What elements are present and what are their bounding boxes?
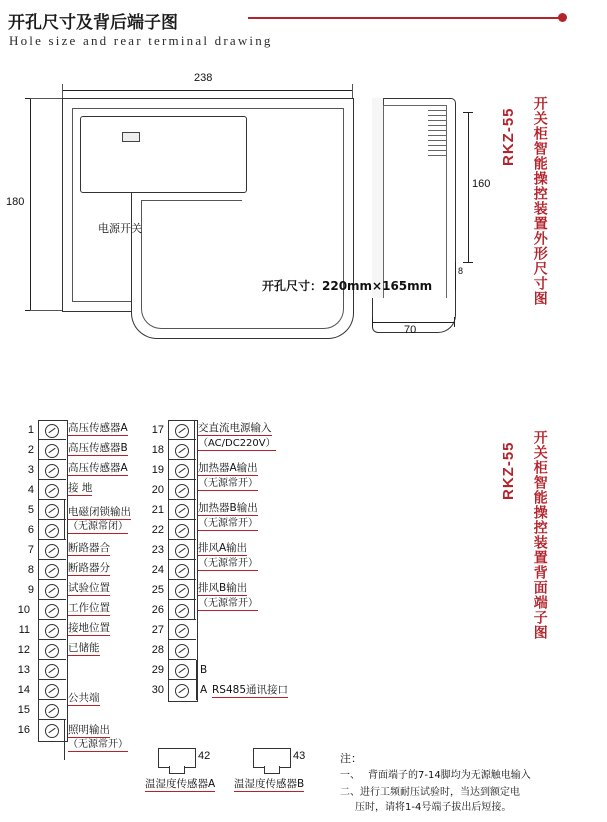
right-term-num-18: 18	[151, 444, 164, 456]
left-label-10: 工作位置	[68, 602, 110, 614]
left-label-4: 接 地	[68, 482, 93, 494]
right-term-num-23: 23	[151, 544, 164, 556]
page-subtitle: Hole size and rear terminal drawing	[9, 33, 273, 48]
notes-title: 注：	[340, 752, 362, 765]
right-label-30-a: A	[200, 684, 208, 696]
terminal-screw-icon	[175, 524, 189, 538]
terminal-screw-icon	[175, 604, 189, 618]
right-label-21: 加热器B输出	[198, 502, 258, 514]
left-term-row-5[interactable]	[38, 500, 66, 520]
side-height-dim-line	[468, 112, 469, 262]
right-label-19: 加热器A输出	[198, 462, 258, 474]
header-dot-icon	[558, 13, 567, 22]
left-label-14: 公共端	[68, 692, 100, 704]
right-term-row-17[interactable]	[168, 420, 196, 440]
left-term-num-12: 12	[17, 644, 30, 656]
page-title: 开孔尺寸及背后端子图	[8, 13, 178, 33]
right-term-row-28[interactable]	[168, 640, 196, 660]
right-bracket-17-18	[194, 420, 195, 460]
left-label-9: 试验位置	[68, 582, 110, 594]
terminal-screw-icon	[45, 464, 59, 478]
side-height-tick-top	[463, 112, 473, 113]
terminal-screw-icon	[175, 424, 189, 438]
left-label-5: 电磁闭锁输出	[68, 506, 131, 518]
right-term-num-27: 27	[151, 624, 164, 636]
left-term-row-6[interactable]	[38, 520, 66, 540]
depth-tick-right	[454, 317, 455, 327]
terminal-screw-icon	[175, 484, 189, 498]
side-view-fins	[428, 110, 446, 160]
right-term-row-20[interactable]	[168, 480, 196, 500]
left-label-2: 高压传感器B	[68, 442, 128, 454]
right-label-19-sub: （无源常开）	[198, 478, 258, 489]
sensor-a-body	[158, 748, 196, 768]
right-term-row-18[interactable]	[168, 440, 196, 460]
left-term-row-10[interactable]	[38, 600, 66, 620]
left-term-row-4[interactable]	[38, 480, 66, 500]
ext-line-top	[30, 98, 64, 99]
left-label-12: 已储能	[68, 642, 100, 654]
right-bracket-23-24	[194, 540, 195, 580]
left-term-row-11[interactable]	[38, 620, 66, 640]
left-term-num-10: 10	[17, 604, 30, 616]
sensor-a-stem	[169, 766, 185, 774]
right-label-23: 排风A输出	[198, 542, 248, 554]
right-bracket-19-20	[194, 460, 195, 500]
left-term-row-1[interactable]	[38, 420, 66, 440]
left-term-num-14: 14	[17, 684, 30, 696]
ext-line-bottom	[30, 310, 64, 311]
left-term-row-3[interactable]	[38, 460, 66, 480]
right-term-num-26: 26	[151, 604, 164, 616]
right-label-25-sub: （无源常开）	[198, 598, 258, 609]
sensor-b-body	[253, 748, 291, 768]
left-term-row-13[interactable]	[38, 660, 66, 680]
left-term-row-15[interactable]	[38, 700, 66, 720]
left-term-num-13: 13	[17, 664, 30, 676]
left-term-num-3: 3	[27, 464, 34, 476]
right-term-row-23[interactable]	[168, 540, 196, 560]
left-label-16: 照明输出	[68, 724, 110, 736]
terminal-screw-icon	[45, 424, 59, 438]
left-label-3: 高压传感器A	[68, 462, 128, 474]
right-bracket-21-22	[194, 500, 195, 540]
side-height-dim-text: 160	[472, 178, 491, 190]
right-term-row-29[interactable]	[168, 660, 196, 680]
right-label-17: 交直流电源输入	[198, 422, 272, 434]
left-term-num-8: 8	[27, 564, 34, 576]
left-term-num-15: 15	[17, 704, 30, 716]
left-label-16-sub: （无源常开）	[68, 739, 128, 750]
right-term-row-27[interactable]	[168, 620, 196, 640]
right-label-17-sub: （AC/DC220V）	[198, 438, 276, 449]
right-term-num-29: 29	[151, 664, 164, 676]
left-term-row-16[interactable]	[38, 720, 66, 740]
sensor-a-label: 温湿度传感器A	[145, 778, 216, 790]
width-dim-line	[62, 90, 352, 91]
terminal-screw-icon	[45, 444, 59, 458]
right-term-num-22: 22	[151, 524, 164, 536]
terminal-screw-icon	[45, 624, 59, 638]
height-dim-line	[30, 98, 31, 310]
terminal-screw-icon	[175, 564, 189, 578]
terminal-screw-icon	[175, 544, 189, 558]
width-dim-text: 238	[194, 72, 213, 84]
terminal-screw-icon	[45, 544, 59, 558]
left-term-row-7[interactable]	[38, 540, 66, 560]
left-label-5-sub: （无源常闭）	[68, 521, 128, 532]
panel-bottom-curve-inner	[141, 298, 344, 329]
right-term-num-19: 19	[151, 464, 164, 476]
left-label-7: 断路器合	[68, 542, 110, 554]
sensor-a-num: 42	[198, 750, 211, 762]
right-term-num-24: 24	[151, 564, 164, 576]
left-term-num-11: 11	[18, 624, 30, 636]
terminal-screw-icon	[45, 644, 59, 658]
power-switch-label: 电源开关	[98, 222, 142, 235]
left-term-num-16: 16	[17, 724, 30, 736]
notes-line-1-marker: 一、	[340, 770, 360, 781]
caption-top-cn: 开关柜智能操控装置外形尺寸图	[531, 96, 548, 306]
depth-dim-text: 70	[404, 324, 417, 336]
left-term-row-8[interactable]	[38, 560, 66, 580]
terminal-screw-icon	[175, 584, 189, 598]
side-height-tick-bottom	[463, 262, 473, 263]
right-term-row-21[interactable]	[168, 500, 196, 520]
right-label-29-b: B	[200, 664, 208, 676]
left-term-row-12[interactable]	[38, 640, 66, 660]
terminal-screw-icon	[45, 564, 59, 578]
terminal-screw-icon	[45, 584, 59, 598]
right-label-21-sub: （无源常开）	[198, 518, 258, 529]
caption-top-code: RKZ-55	[500, 107, 517, 166]
hole-size-note: 开孔尺寸：220mm×165mm	[262, 279, 433, 293]
left-label-11: 接地位置	[68, 622, 110, 634]
right-term-num-28: 28	[151, 644, 164, 656]
right-term-row-22[interactable]	[168, 520, 196, 540]
side-small-dim-text: 8	[458, 266, 464, 276]
display-screen	[80, 116, 247, 193]
left-bracket-5-6	[64, 500, 65, 540]
terminal-screw-icon	[175, 624, 189, 638]
right-label-23-sub: （无源常开）	[198, 558, 258, 569]
left-term-num-6: 6	[27, 524, 34, 536]
right-term-row-24[interactable]	[168, 560, 196, 580]
left-term-num-1: 1	[27, 424, 34, 436]
left-term-num-2: 2	[27, 444, 34, 456]
terminal-diagram	[0, 420, 607, 820]
right-bracket-25-26	[194, 580, 195, 620]
left-term-row-9[interactable]	[38, 580, 66, 600]
right-label-25: 排风B输出	[198, 582, 248, 594]
right-term-num-20: 20	[151, 484, 164, 496]
notes-line-3: 压时，请将1-4号端子拔出后短接。	[355, 802, 512, 813]
height-dim-text: 180	[6, 196, 25, 208]
notes-line-2: 二、进行工频耐压试验时，当达到额定电	[340, 787, 520, 798]
terminal-screw-icon	[45, 724, 59, 738]
left-term-num-5: 5	[27, 504, 34, 516]
caption-bottom-code: RKZ-55	[500, 441, 517, 500]
terminal-screw-icon	[45, 604, 59, 618]
right-bracket-29-30	[196, 660, 197, 700]
terminal-screw-icon	[45, 704, 59, 718]
sensor-b-num: 43	[293, 750, 306, 762]
terminal-screw-icon	[45, 664, 59, 678]
right-term-row-26[interactable]	[168, 600, 196, 620]
terminal-screw-icon	[175, 464, 189, 478]
sensor-b-stem	[264, 766, 280, 774]
terminal-screw-icon	[45, 684, 59, 698]
terminal-screw-icon	[45, 524, 59, 538]
left-bracket-15-16	[64, 720, 65, 760]
terminal-screw-icon	[175, 684, 189, 698]
right-term-num-25: 25	[151, 584, 164, 596]
left-term-num-7: 7	[27, 544, 34, 556]
left-label-8: 断路器分	[68, 562, 110, 574]
terminal-screw-icon	[175, 444, 189, 458]
left-term-row-2[interactable]	[38, 440, 66, 460]
depth-tick-left	[372, 317, 373, 327]
left-term-num-4: 4	[27, 484, 34, 496]
left-label-1: 高压传感器A	[68, 422, 128, 434]
outline-dimension-drawing	[0, 70, 607, 360]
depth-dim-line	[372, 322, 454, 323]
caption-bottom-cn: 开关柜智能操控装置背面端子图	[531, 430, 548, 640]
terminal-screw-icon	[175, 664, 189, 678]
right-term-row-25[interactable]	[168, 580, 196, 600]
terminal-screw-icon	[45, 484, 59, 498]
terminal-screw-icon	[175, 644, 189, 658]
right-term-num-30: 30	[151, 684, 164, 696]
panel-cutout-mask-inner	[141, 200, 242, 306]
right-term-num-21: 21	[151, 504, 164, 516]
right-label-rs485: RS485通讯接口	[212, 684, 289, 696]
left-term-num-9: 9	[27, 584, 34, 596]
right-term-row-30[interactable]	[168, 680, 196, 700]
right-term-num-17: 17	[151, 424, 164, 436]
notes-line-1-text: 背面端子的7-14脚均为无源触电输入	[368, 770, 531, 781]
terminal-screw-icon	[45, 504, 59, 518]
sensor-b-label: 温湿度传感器B	[234, 778, 305, 790]
left-term-row-14[interactable]	[38, 680, 66, 700]
header-rule	[248, 17, 560, 19]
terminal-screw-icon	[175, 504, 189, 518]
screen-indicator-icon	[122, 132, 140, 142]
side-small-dim-line	[455, 262, 456, 290]
right-term-row-19[interactable]	[168, 460, 196, 480]
